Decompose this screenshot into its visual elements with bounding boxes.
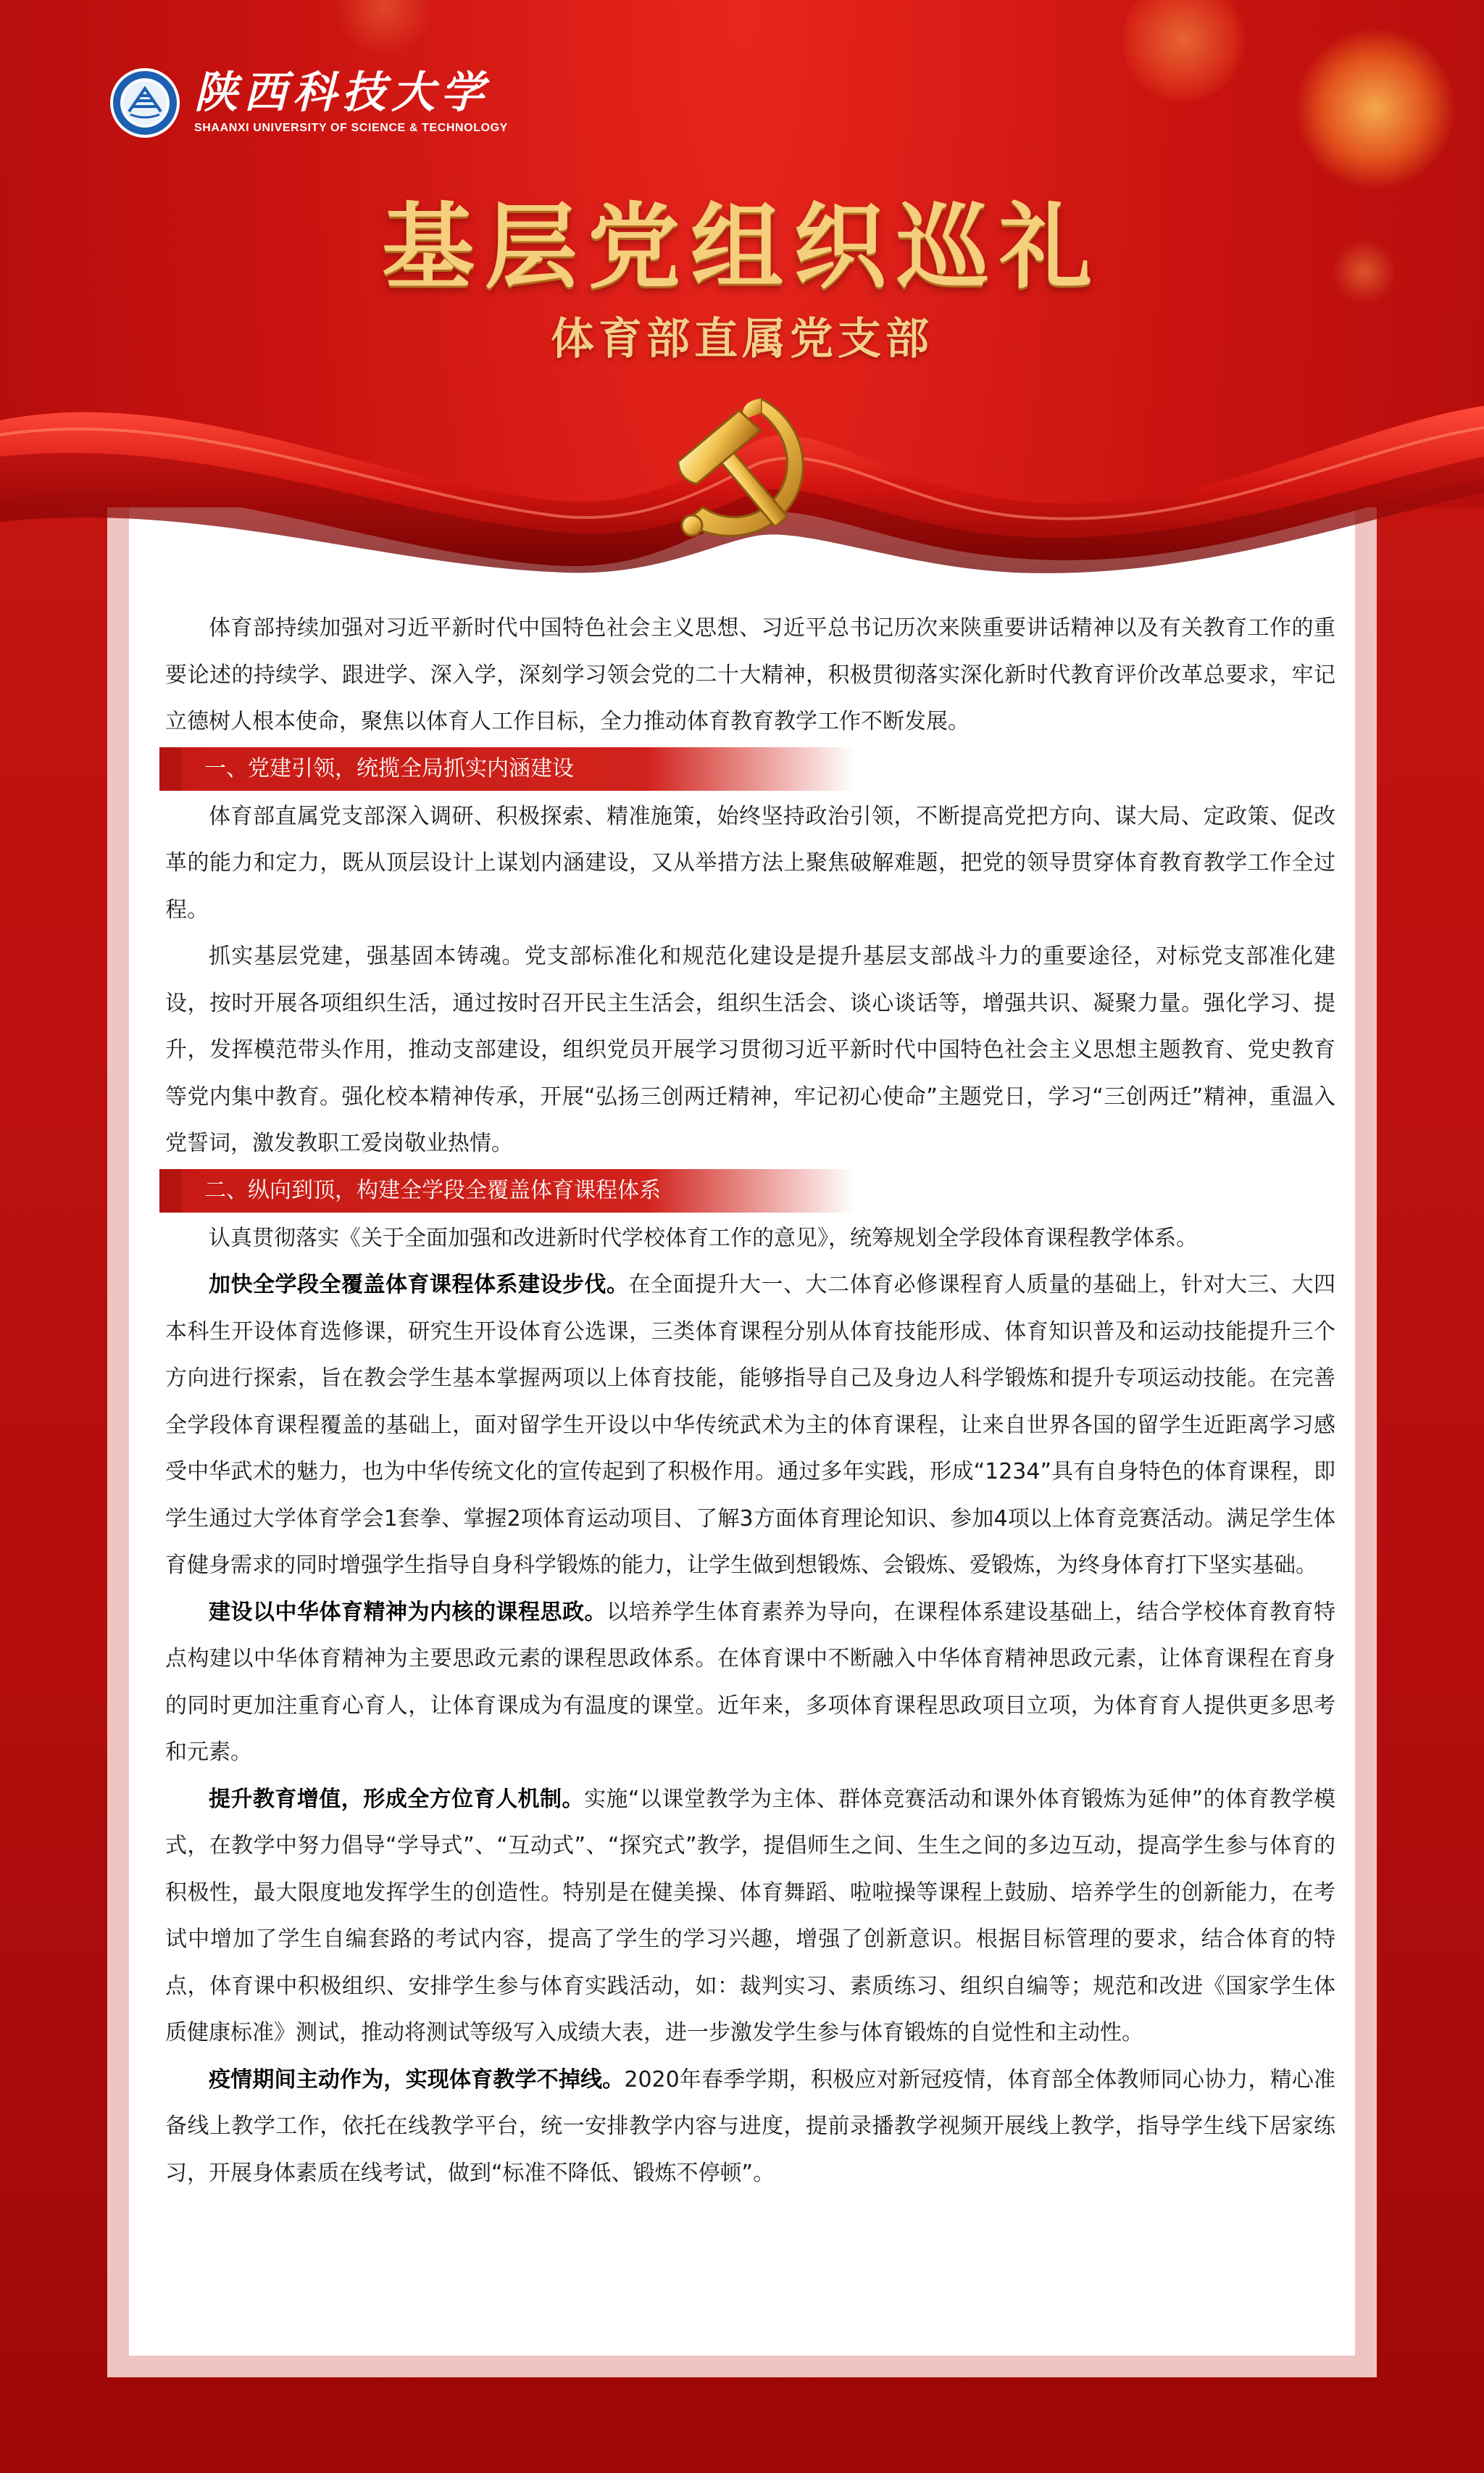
section2-paragraph-2 — [165, 1262, 1335, 1589]
logo-chinese-name: 陕西科技大学 — [194, 67, 490, 118]
section2-paragraph-3 — [165, 1589, 1335, 1776]
section2-paragraph-1: 认真贯彻落实《关于全面加强和改进新时代学校体育工作的意见》，统筹规划全学段体育课程教学体系。 — [209, 1225, 1198, 1251]
paragraph-text: 以培养学生体育素养为导向，在课程体系建设基础上，结合学校体育教育特点构建以中华体育精神为主要思政元素的课程思政体系。在体育课中不断融入中华体育精神思政元素，让体育课程在育身的同时更加注重育心育人，让体育课成为有温度的课堂。近年来，多项体育课程思政项目立项，为体育育人提供更多思考和元素。 — [165, 1599, 1335, 1765]
paragraph-text: 在全面提升大一、大二体育必修课程育人质量的基础上，针对大三、大四本科生开设体育选修课，研究生开设体育公选课，三类体育课程分别从体育技能形成、体育知识普及和运动技能提升三个方向进行探索，旨在教会学生基本掌握两项以上体育技能，能够指导自己及身边人科学锻炼和提升专项运动技能。在完善全学段体育课程覆盖的基础上，面对留学生开设以中华传统武术为主的体育课程，让来自世界各国的留学生近距离学习感受中华武术的魅力，也为中华传统文化的宣传起到了积极作用。通过多年实践，形成“1234”具有自身特色的体育课程，即学生通过大学体育学会1套拳、掌握2项体育运动项目、了解3方面体育理论知识、参加4项以上体育竞赛活动。满足学生体育健身需求的同时增强学生指导自身科学锻炼的能力，让学生做到想锻炼、会锻炼、爱锻炼，为终身体育打下坚实基础。 — [165, 1272, 1335, 1578]
university-logo — [109, 67, 508, 139]
bokeh-light — [1296, 29, 1455, 188]
bokeh-light — [333, 0, 435, 58]
paragraph-lead: 提升教育增值，形成全方位育人机制。 — [209, 1786, 584, 1812]
paragraph-lead: 加快全学段全覆盖体育课程体系建设步伐。 — [209, 1272, 629, 1297]
section-heading-2: 二、纵向到顶，构建全学段全覆盖体育课程体系 — [159, 1169, 855, 1213]
hammer-sickle-icon — [652, 377, 833, 558]
section-heading-1: 一、党建引领，统揽全局抓实内涵建设 — [159, 747, 855, 791]
paragraph-lead: 疫情期间主动作为，实现体育教学不掉线。 — [209, 2066, 625, 2092]
intro-paragraph: 体育部持续加强对习近平新时代中国特色社会主义思想、习近平总书记历次来陕重要讲话精神以及有关教育工作的重要论述的持续学、跟进学、深入学，深刻学习领会党的二十大精神，积极贯彻落实深化新时代教育评价改革总要求，牢记立德树人根本使命，聚焦以体育人工作目标，全力推动体育教育教学工作不断发展。 — [165, 615, 1335, 734]
section1-paragraph-2: 抓实基层党建，强基固本铸魂。党支部标准化和规范化建设是提升基层支部战斗力的重要途径，对标党支部准化建设，按时开展各项组织生活，通过按时召开民主生活会，组织生活会、谈心谈话等，增强共识、凝聚力量。强化学习、提升，发挥模范带头作用，推动支部建设，组织党员开展学习贯彻习近平新时代中国特色社会主义思想主题教育、党史教育等党内集中教育。强化校本精神传承，开展“弘扬三创两迁精神，牢记初心使命”主题党日，学习“三创两迁”精神，重温入党誓词，激发教职工爱岗敬业热情。 — [165, 944, 1335, 1156]
paragraph-lead: 建设以中华体育精神为内核的课程思政。 — [209, 1599, 606, 1625]
section2-paragraph-5 — [165, 2057, 1335, 2198]
university-emblem-icon — [109, 67, 181, 139]
page-subtitle: 体育部直属党支部 — [551, 314, 933, 365]
paragraph-text: 2020年春季学期，积极应对新冠疫情，体育部全体教师同心协力，精心准备线上教学工作，依托在线教学平台，统一安排教学内容与进度，提前录播教学视频开展线上教学，指导学生线下居家练习，开展身体素质在线考试，做到“标准不降低、锻炼不停顿”。 — [165, 2066, 1335, 2186]
section2-paragraph-4 — [165, 1776, 1335, 2057]
logo-english-name: SHAANXI UNIVERSITY OF SCIENCE & TECHNOLOGY — [194, 122, 508, 134]
section1-paragraph-1: 体育部直属党支部深入调研、积极探索、精准施策，始终坚持政治引领，不断提高党把方向、谋大局、定政策、促改革的能力和定力，既从顶层设计上谋划内涵建设，又从举措方法上聚焦破解难题，把党的领导贯穿体育教育教学工作全过程。 — [165, 803, 1335, 923]
page-title: 基层党组织巡礼 — [381, 193, 1102, 302]
article-body — [165, 605, 1335, 2197]
paragraph-text: 实施“以课堂教学为主体、群体竞赛活动和课外体育锻炼为延伸”的体育教学模式，在教学中努力倡导“学导式”、“互动式”、“探究式”教学，提倡师生之间、生生之间的多边互动，提高学生参与体育的积极性，最大限度地发挥学生的创造性。特别是在健美操、体育舞蹈、啦啦操等课程上鼓励、培养学生的创新能力，在考试中增加了学生自编套路的考试内容，提高了学生的学习兴趣，增强了创新意识。根据目标管理的要求，结合体育的特点，体育课中积极组织、安排学生参与体育实践活动，如：裁判实习、素质练习、组织自编等；规范和改进《国家学生体质健康标准》测试，推动将测试等级写入成绩大表，进一步激发学生参与体育锻炼的自觉性和主动性。 — [165, 1786, 1335, 2045]
bokeh-light — [1122, 0, 1245, 101]
